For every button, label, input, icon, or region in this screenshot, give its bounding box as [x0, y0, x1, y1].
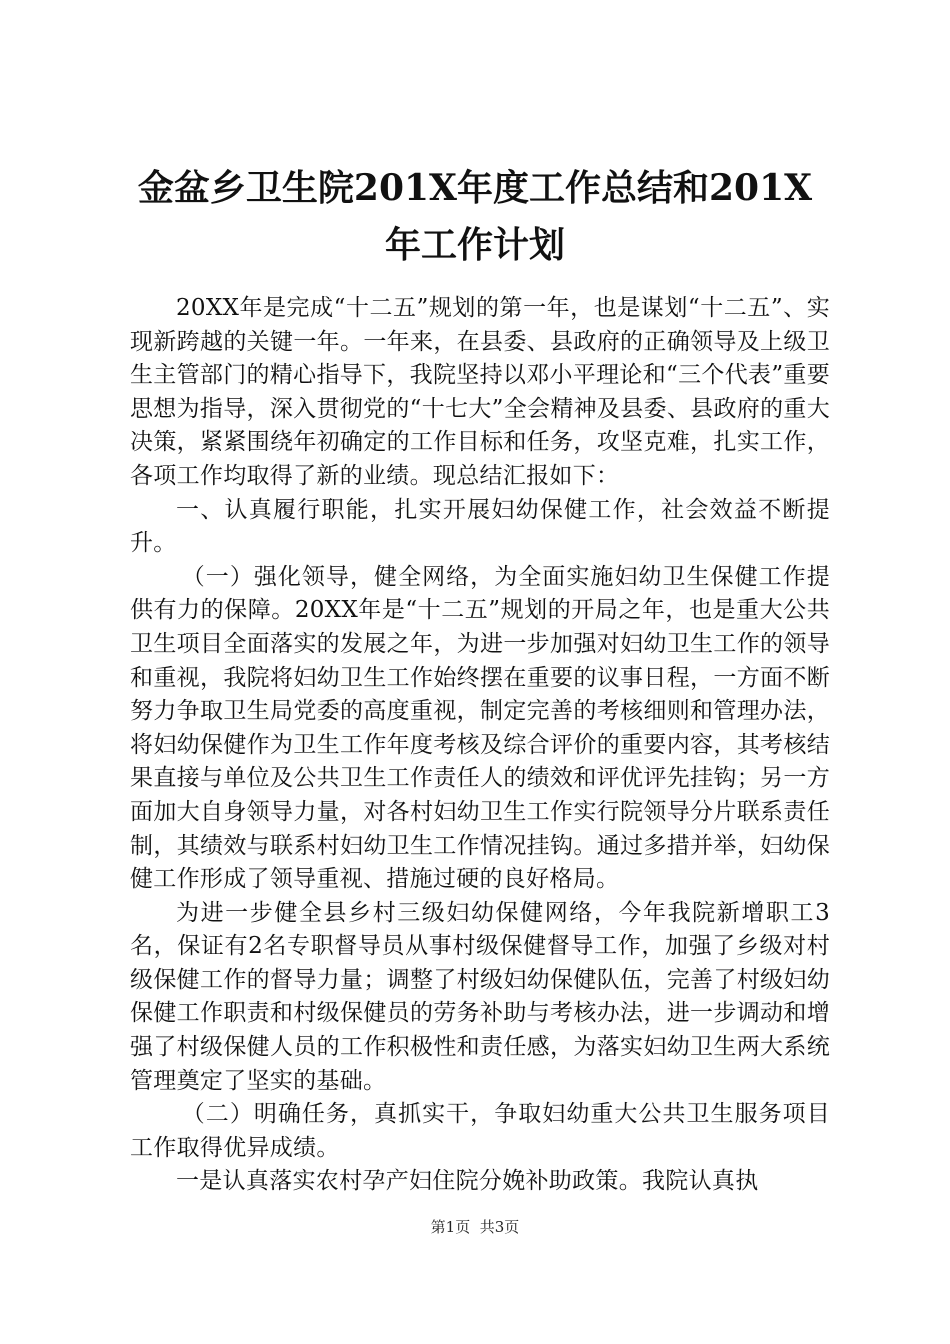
- paragraph-subsection-2: （二）明确任务，真抓实干，争取妇幼重大公共卫生服务项目工作取得优异成绩。: [130, 1101, 830, 1161]
- page-footer: [0, 1216, 950, 1238]
- paragraph-point-1: 一是认真落实农村孕产妇住院分娩补助政策。我院认真执: [176, 1168, 759, 1195]
- document-body: [130, 292, 830, 1199]
- page-total: 共3页: [479, 1218, 520, 1236]
- page-number: 第1页: [430, 1218, 471, 1236]
- paragraph-network: 为进一步健全县乡村三级妇幼保健网络，今年我院新增职工3名，保证有2名专职督导员从事村级保健督导工作，加强了乡级对村级保健工作的督导力量；调整了村级妇幼保健队伍，完善了村级妇幼保健工作职责和村级保健员的劳务补助与考核办法，进一步调动和增强了村级保健人员的工作积极性和责任感，为落实妇幼卫生两大系统管理奠定了坚实的基础。: [130, 899, 830, 1094]
- section-heading-1: 一、认真履行职能，扎实开展妇幼保健工作，社会效益不断提升。: [130, 496, 830, 557]
- document-title: 金盆乡卫生院201X年度工作总结和201X年工作计划: [137, 167, 813, 266]
- paragraph-subsection-1: （一）强化领导，健全网络，为全面实施妇幼卫生保健工作提供有力的保障。20XX年是“十二五”规划的开局之年，也是重大公共卫生项目全面落实的发展之年，为进一步加强对妇幼卫生工作的领导和重视，我院将妇幼卫生工作始终摆在重要的议事日程，一方面不断努力争取卫生局党委的高度重视，制定完善的考核细则和管理办法，将妇幼保健作为卫生工作年度考核及综合评价的重要内容，其考核结果直接与单位及公共卫生工作责任人的绩效和评优评先挂钩；另一方面加大自身领导力量，对各村妇幼卫生工作实行院领导分片联系责任制，其绩效与联系村妇幼卫生工作情况挂钩。通过多措并举，妇幼保健工作形成了领导重视、措施过硬的良好格局。: [130, 563, 830, 893]
- paragraph-intro: 20XX年是完成“十二五”规划的第一年，也是谋划“十二五”、实现新跨越的关键一年。一年来，在县委、县政府的正确领导及上级卫生主管部门的精心指导下，我院坚持以邓小平理论和“三个代表”重要思想为指导，深入贯彻党的“十七大”全会精神及县委、县政府的重大决策，紧紧围绕年初确定的工作目标和任务，攻坚克难，扎实工作，各项工作均取得了新的业绩。现总结汇报如下：: [130, 295, 830, 489]
